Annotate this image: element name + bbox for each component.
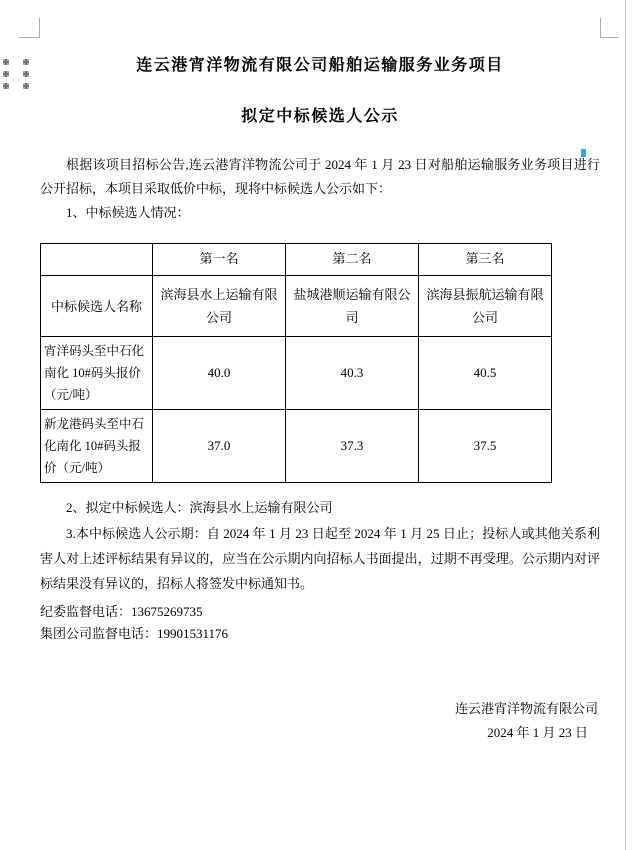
grip-dot-icon: [23, 83, 29, 89]
table-cell: 盐城港顺运输有限公司: [286, 276, 419, 337]
phone-block: [40, 601, 600, 645]
grip-dots-icon: [3, 59, 29, 89]
bid-candidates-table: [40, 243, 552, 483]
table-header-third: 第三名: [419, 244, 552, 276]
grip-dot-icon: [23, 59, 29, 65]
list-item-1: 1、中标候选人情况：: [66, 205, 190, 220]
table-header-row: [41, 244, 552, 276]
signature-block: [40, 697, 600, 745]
paragraph-intro: 根据该项目招标公告,连云港宵洋物流公司于 2024 年 1 月 23 日对船舶运输服务业务项目进行公开招标，本项目采取低价中标，现将中标候选人公示如下：: [40, 157, 600, 196]
grip-dot-icon: [3, 83, 9, 89]
document-subtitle: 拟定中标候选人公示: [241, 108, 399, 125]
row-label: 新龙港码头至中石化南化 10#码头报价（元/吨）: [41, 410, 153, 483]
page-edge-line: [625, 0, 626, 850]
table-cell: 滨海县振航运输有限公司: [419, 276, 552, 337]
table-cell: 37.5: [419, 410, 552, 483]
table-header-first: 第一名: [153, 244, 286, 276]
phone-group-company: 集团公司监督电话：19901531176: [40, 626, 229, 641]
table-row-xinlonggang-quote: [41, 410, 552, 483]
document-title: 连云港宵洋物流有限公司船舶运输服务业务项目: [136, 57, 504, 74]
row-label: 中标候选人名称: [41, 276, 153, 337]
table-cell: 37.3: [286, 410, 419, 483]
table-cell: 40.3: [286, 337, 419, 410]
phone-discipline-committee: 纪委监督电话：13675269735: [40, 604, 203, 619]
signature-company: 连云港宵洋物流有限公司: [454, 701, 598, 716]
grip-dot-icon: [23, 71, 29, 77]
signature-date: 2024 年 1 月 23 日: [487, 725, 588, 740]
document-content: [40, 0, 600, 745]
list-item-2: 2、拟定中标候选人：滨海县水上运输有限公司: [66, 500, 333, 515]
grip-dot-icon: [3, 59, 9, 65]
margin-crop-mark-top-left-icon: [19, 18, 40, 38]
table-row-xiaoyang-quote: [41, 337, 552, 410]
margin-crop-mark-top-right-icon: [600, 18, 619, 38]
table-cell: 滨海县水上运输有限公司: [153, 276, 286, 337]
table-row-candidate-names: [41, 276, 552, 337]
table-header-empty: [41, 244, 153, 276]
table-cell: 37.0: [153, 410, 286, 483]
table-cell: 40.0: [153, 337, 286, 410]
grip-dot-icon: [3, 71, 9, 77]
row-label: 宵洋码头至中石化南化 10#码头报价（元/吨）: [41, 337, 153, 410]
table-header-second: 第二名: [286, 244, 419, 276]
table-cell: 40.5: [419, 337, 552, 410]
paragraph-publicity-period: 3.本中标候选人公示期：自 2024 年 1 月 23 日起至 2024 年 1 月 25 日止；投标人或其他关系利害人对上述评标结果有异议的，应当在公示期内向招标人书面提出，过期不再受理。公示期内对评标结果没有异议的，招标人将签发中标通知书。: [40, 526, 600, 591]
